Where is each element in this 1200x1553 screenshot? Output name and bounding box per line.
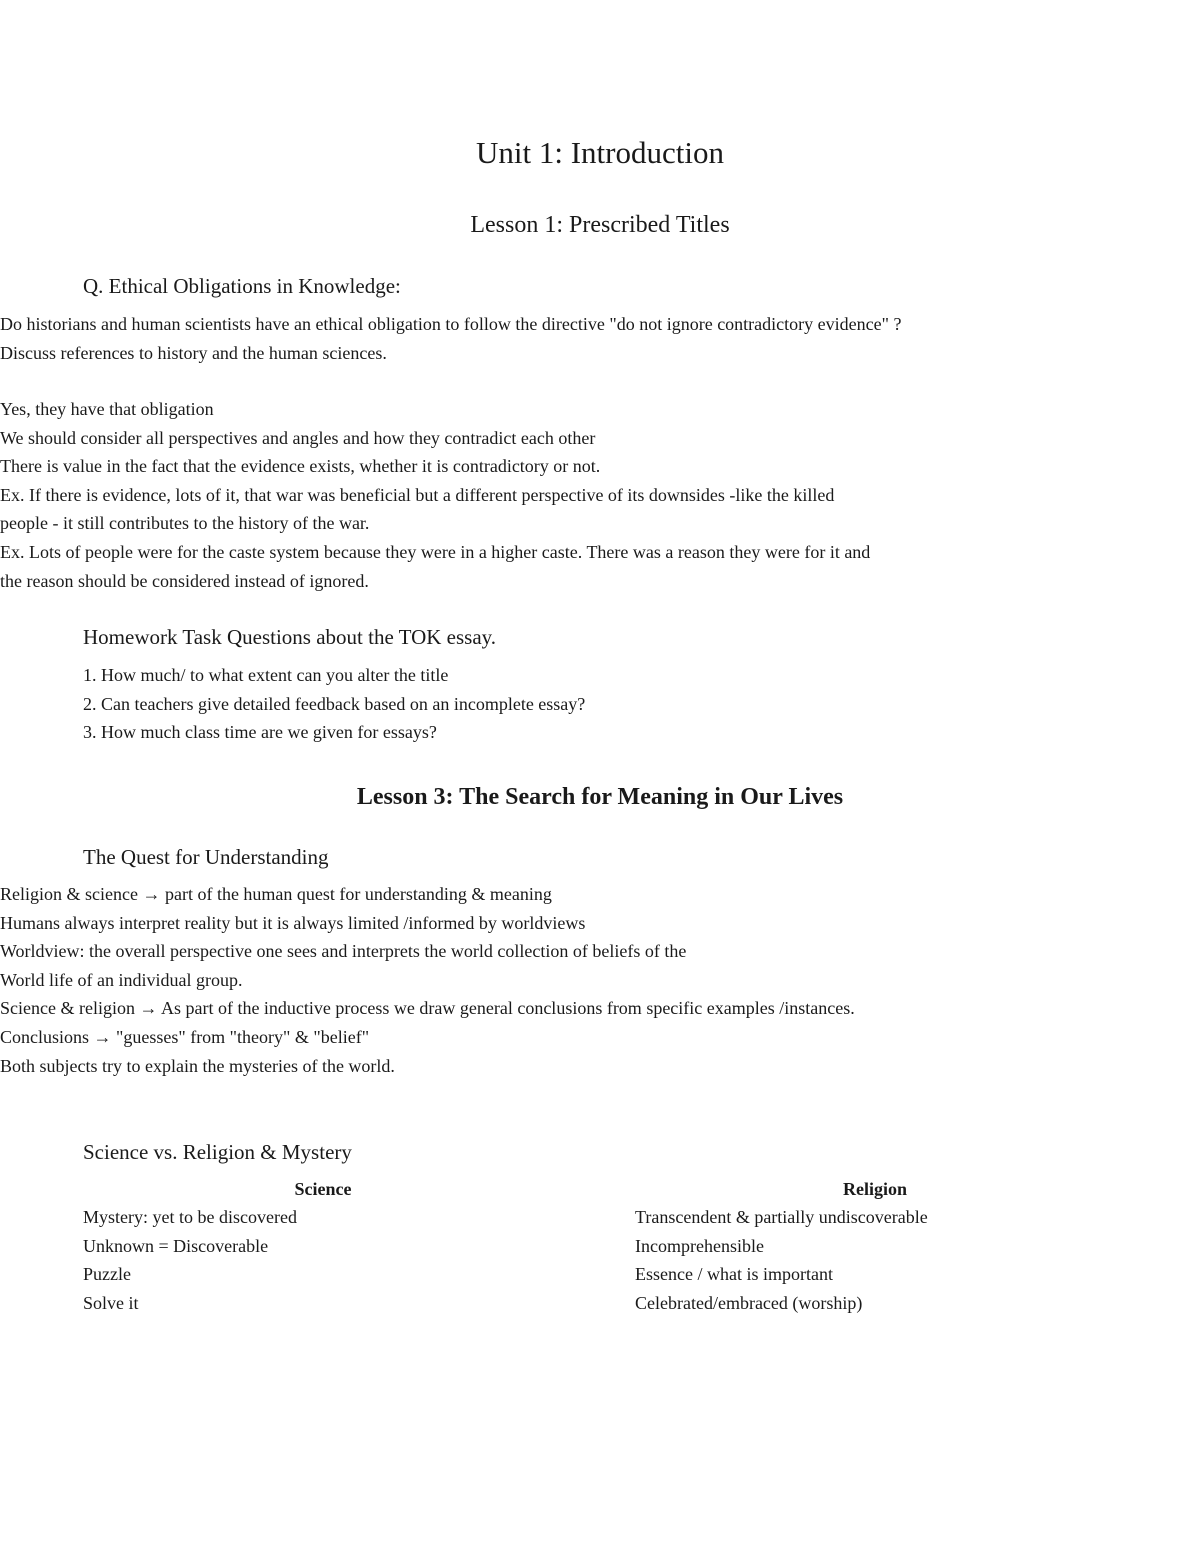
- table-cell: Transcendent & partially undiscoverable: [635, 1207, 928, 1227]
- list-item: Conclusions → "guesses" from "theory" & "belief": [0, 1026, 370, 1047]
- quest-bullet-list: [0, 880, 945, 1080]
- science-column-header: Science: [294, 1179, 352, 1199]
- list-item: There is value in the fact that the evidence exists, whether it is contradictory or not.: [0, 456, 601, 477]
- list-item: World life of an individual group.: [0, 969, 243, 990]
- comparison-heading: Science vs. Religion & Mystery: [83, 1140, 352, 1164]
- religion-column: [635, 1203, 1155, 1317]
- religion-column-header: Religion: [842, 1179, 907, 1199]
- homework-heading: Homework Task Questions about the TOK essay.: [83, 625, 497, 649]
- quest-heading: The Quest for Understanding: [83, 845, 329, 869]
- lesson-1-heading: Lesson 1: Prescribed Titles: [470, 212, 730, 238]
- table-cell: Mystery: yet to be discovered: [83, 1207, 297, 1227]
- table-cell: Incomprehensible: [635, 1235, 764, 1256]
- list-item: Humans always interpret reality but it is always limited /informed by worldviews: [0, 912, 586, 933]
- lesson-3-heading: Lesson 3: The Search for Meaning in Our Lives: [356, 784, 844, 810]
- list-item: Yes, they have that obligation: [0, 399, 214, 419]
- list-item: Do historians and human scientists have an ethical obligation to follow the directive "do not ignore contradictory evidence" ?: [0, 314, 902, 334]
- list-item: Science & religion → As part of the inductive process we draw general conclusions from specific examples /instances.: [0, 998, 855, 1019]
- list-item: Worldview: the overall perspective one sees and interprets the world collection of beliefs of the: [0, 941, 687, 962]
- document-title: Unit 1: Introduction: [476, 135, 724, 170]
- homework-question-list: [83, 661, 1083, 747]
- list-item: Religion & science → part of the human quest for understanding & meaning: [0, 884, 552, 904]
- list-item: 1. How much/ to what extent can you alter the title: [83, 665, 449, 685]
- list-item: We should consider all perspectives and angles and how they contradict each other: [0, 427, 596, 448]
- table-cell: Solve it: [83, 1292, 139, 1313]
- list-item: 2. Can teachers give detailed feedback based on an incomplete essay?: [83, 693, 586, 714]
- science-column: [83, 1203, 603, 1317]
- table-cell: Unknown = Discoverable: [83, 1235, 269, 1256]
- ethical-obligations-heading: Q. Ethical Obligations in Knowledge:: [83, 274, 401, 298]
- table-cell: Celebrated/embraced (worship): [635, 1292, 863, 1313]
- list-item: Both subjects try to explain the mysteries of the world.: [0, 1055, 395, 1076]
- table-cell: Puzzle: [83, 1264, 131, 1285]
- list-item: Discuss references to history and the human sciences.: [0, 342, 387, 363]
- list-item: 3. How much class time are we given for essays?: [83, 722, 437, 743]
- list-item: Ex. Lots of people were for the caste system because they were in a higher caste. There was a reason they were for it and the reason should be considered instead of ignored.: [0, 541, 871, 591]
- list-item: Ex. If there is evidence, lots of it, that war was beneficial but a different perspective of its downsides -like the killed people - it still contributes to the history of the war.: [0, 484, 835, 534]
- table-cell: Essence / what is important: [635, 1264, 833, 1285]
- lesson-1-bullet-list: [0, 310, 960, 367]
- lesson-1-sub-bullet-list: [0, 395, 880, 595]
